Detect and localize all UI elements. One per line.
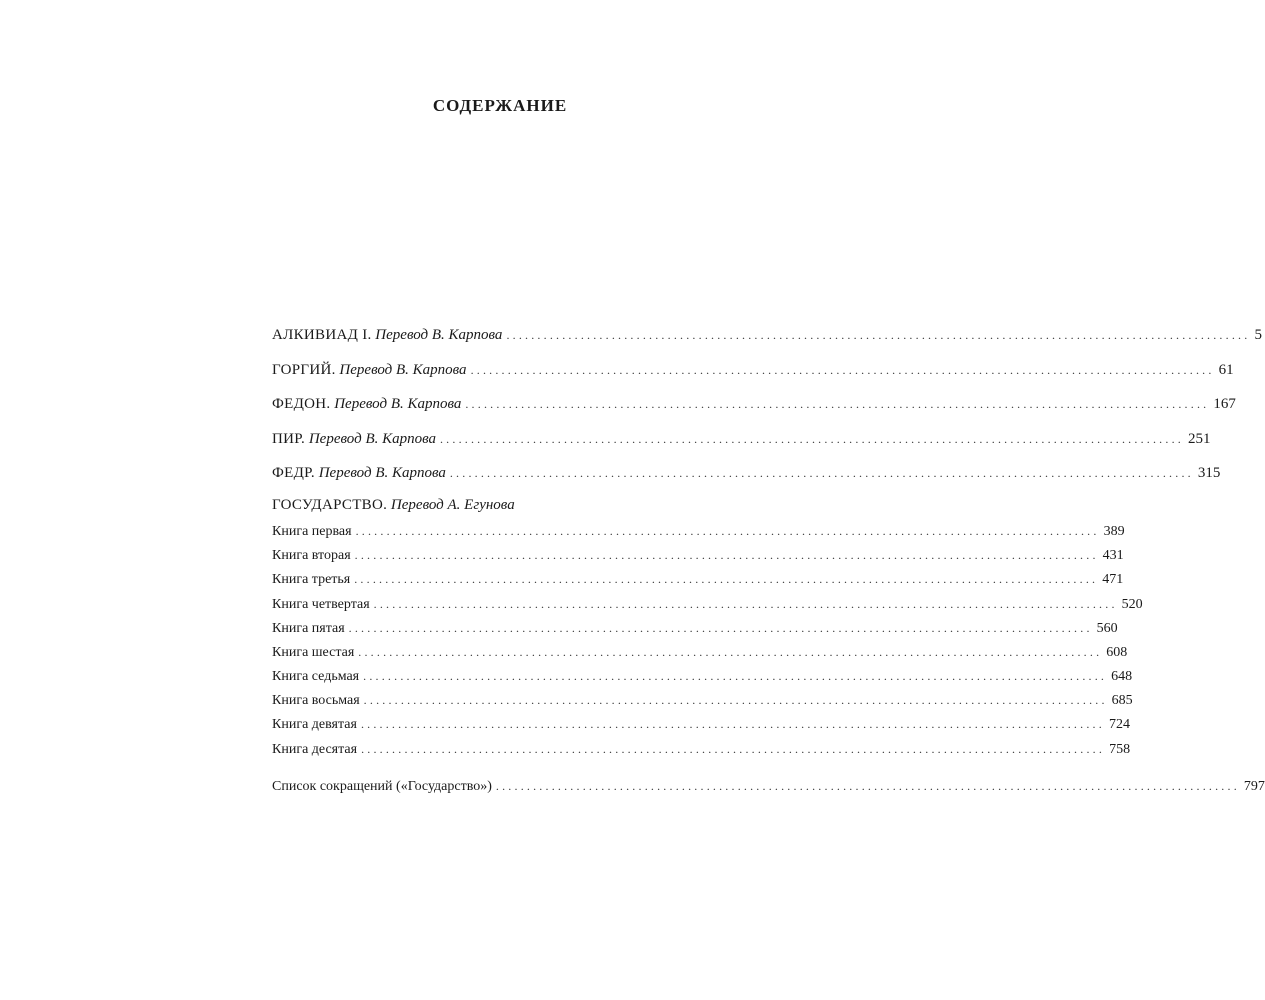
book-title: Книга четвертая (272, 596, 370, 612)
toc-subentry-book-6 (272, 640, 1128, 664)
dot-leader: ........................................................................................................................ (506, 328, 1251, 342)
page-title: СОДЕРЖАНИЕ (432, 96, 568, 115)
entry-title: ФЕДР. (272, 465, 315, 482)
dot-leader: ........................................................................................................................ (354, 572, 1099, 587)
entry-title: Список сокращений («Государство») (272, 778, 492, 794)
toc-subentry-book-2 (272, 543, 1124, 567)
page-number: 471 (1102, 572, 1124, 588)
dot-leader: ........................................................................................................................ (355, 523, 1100, 538)
toc-entry-phaedrus (272, 456, 1221, 491)
dot-leader: ........................................................................................................................ (373, 596, 1118, 611)
toc-entry-republic (272, 491, 766, 519)
dot-leader: ........................................................................................................................ (360, 717, 1105, 732)
dot-leader: ........................................................................................................................ (449, 466, 1194, 481)
page-number: 251 (1187, 430, 1211, 447)
entry-translator: Перевод В. Карпова (308, 430, 436, 447)
entry-title: ГОРГИЙ. (272, 361, 336, 378)
page-number: 389 (1103, 523, 1125, 539)
toc-entry-abbreviations (272, 761, 1265, 798)
entry-title: ПИР. (272, 430, 306, 447)
toc-subentry-book-9 (272, 712, 1130, 736)
page-number: 61 (1218, 361, 1234, 378)
page-number: 431 (1102, 548, 1124, 564)
book-title: Книга пятая (272, 620, 345, 636)
toc-subentry-book-8 (272, 688, 1133, 712)
toc-entry-symposium (272, 422, 1211, 457)
entry-translator: Перевод В. Карпова (339, 361, 467, 378)
dot-leader: ........................................................................................................................ (439, 431, 1184, 446)
entry-translator: Перевод В. Карпова (334, 396, 462, 413)
book-title: Книга девятая (272, 717, 357, 733)
entry-translator: Перевод В. Карпова (375, 327, 503, 343)
toc-subentry-book-5 (272, 616, 1118, 640)
dot-leader: ........................................................................................................................ (363, 693, 1108, 708)
page-number: 648 (1111, 669, 1133, 685)
page-number: 758 (1109, 741, 1131, 757)
dot-leader: ........................................................................................................................ (361, 741, 1106, 756)
book-title: Книга десятая (272, 741, 358, 757)
dot-leader: ........................................................................................................................ (358, 644, 1103, 659)
toc-subentry-book-4 (272, 592, 1143, 616)
page-number: 520 (1121, 596, 1143, 612)
toc-entry-gorgias (272, 353, 1234, 388)
dot-leader: ........................................................................................................................ (470, 362, 1215, 377)
entry-title: АЛКИВИАД I. (272, 327, 372, 343)
toc-entry-alcibiades (272, 318, 1262, 353)
toc-subentry-book-10 (272, 737, 1131, 761)
book-title: Книга третья (272, 572, 351, 588)
page-number: 608 (1106, 644, 1128, 660)
dot-leader: ........................................................................................................................ (348, 620, 1093, 635)
entry-title: ФЕДОН. (272, 396, 331, 413)
page-number: 685 (1111, 693, 1133, 709)
page-number: 5 (1254, 327, 1262, 343)
page-number: 167 (1213, 396, 1236, 413)
page-number: 560 (1096, 620, 1118, 636)
entry-title: ГОСУДАРСТВО. (272, 496, 388, 513)
entry-translator: Перевод А. Егунова (390, 496, 515, 513)
book-title: Книга вторая (272, 548, 351, 564)
toc-subentry-book-1 (272, 519, 1125, 543)
dot-leader: ........................................................................................................................ (495, 778, 1240, 793)
toc-subentry-book-3 (272, 567, 1124, 591)
book-title: Книга первая (272, 523, 352, 539)
toc-subentry-book-7 (272, 664, 1133, 688)
book-title: Книга восьмая (272, 693, 360, 709)
book-title: Книга шестая (272, 644, 355, 660)
page-number: 724 (1108, 717, 1130, 733)
dot-leader: ........................................................................................................................ (465, 397, 1210, 412)
page-number: 797 (1243, 778, 1265, 794)
toc-entry-phaedo (272, 387, 1236, 422)
entry-translator: Перевод В. Карпова (318, 465, 446, 482)
table-of-contents (272, 318, 1265, 798)
dot-leader: ........................................................................................................................ (363, 669, 1108, 684)
book-title: Книга седьмая (272, 669, 360, 685)
dot-leader: ........................................................................................................................ (354, 548, 1099, 563)
page-number: 315 (1197, 465, 1221, 482)
